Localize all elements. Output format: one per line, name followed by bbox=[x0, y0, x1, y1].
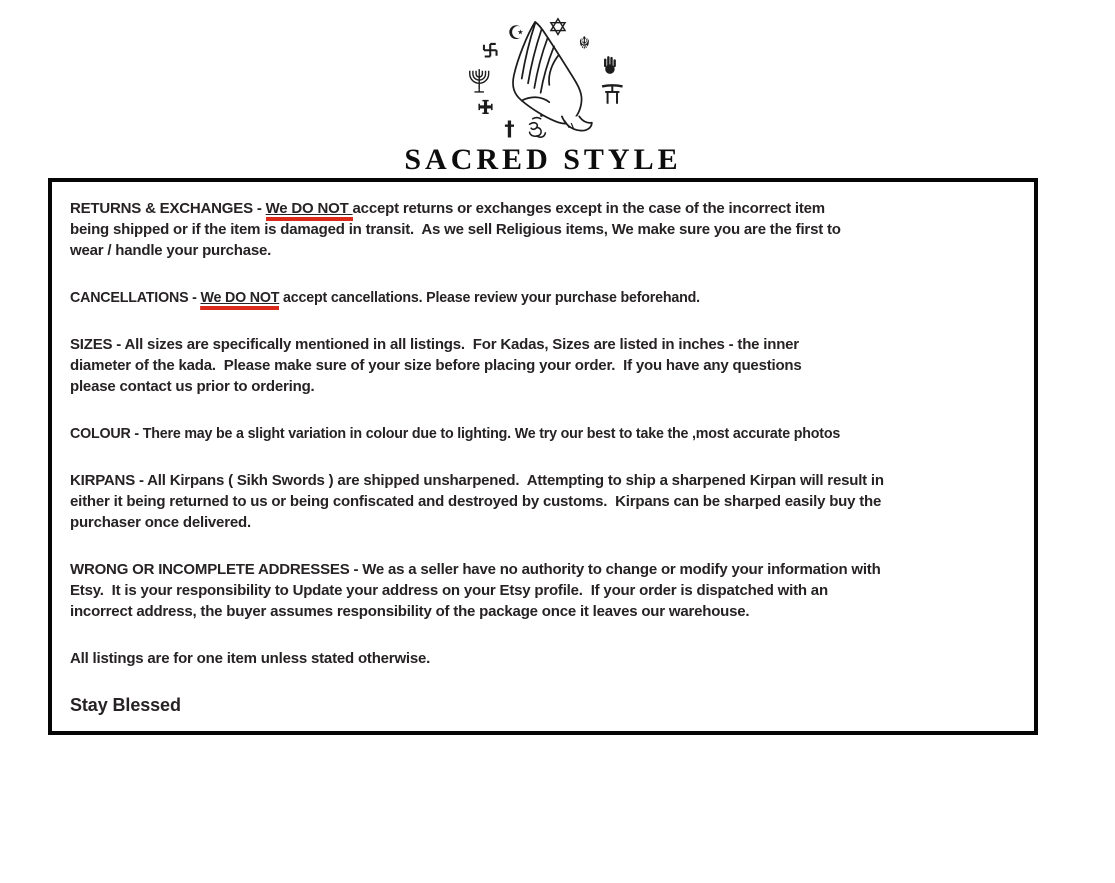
swastika-icon bbox=[484, 44, 497, 57]
policy-sizes: SIZES - All sizes are specifically mentioned in all listings. For Kadas, Sizes are listed in inches - the inner diameter of the kada. Please make sure of your size before placing your order. If you have any questions please contact us prior to ordering. bbox=[70, 336, 802, 395]
star-of-david-icon bbox=[551, 19, 565, 35]
policy-cancellations bbox=[70, 287, 969, 308]
policy-box bbox=[48, 178, 1038, 735]
do-not-highlight: We DO NOT bbox=[266, 200, 353, 221]
ahimsa-hand-icon bbox=[605, 57, 614, 74]
policy-returns-exchanges bbox=[70, 198, 1016, 261]
torii-gate-icon bbox=[602, 85, 622, 104]
khanda-icon: ☬ bbox=[578, 33, 591, 53]
policy-addresses: WRONG OR INCOMPLETE ADDRESSES - We as a seller have no authority to change or modify your information with Etsy. It is your responsibility to Update your address on your Etsy profile. If your order is dispatched with an incorrect address, the buyer assumes responsibility of the package once it leaves our warehouse. bbox=[70, 561, 881, 620]
policy-kirpans: KIRPANS - All Kirpans ( Sikh Swords ) are shipped unsharpened. Attempting to ship a sharpened Kirpan will result in either it being returned to us or being confiscated and destroyed by customs. Kirpans can be sharped easily buy the purchaser once delivered. bbox=[70, 472, 884, 531]
latin-cross-icon: † bbox=[504, 116, 515, 140]
cancellations-heading: CANCELLATIONS - bbox=[70, 289, 201, 306]
brand-name: SACRED STYLE bbox=[404, 143, 682, 176]
do-not-highlight: We DO NOT bbox=[200, 289, 279, 310]
returns-text: accept returns or exchanges except in the case of the incorrect item being shipped or if the item is damaged in transit. As we sell Religious items, We make sure you are the first to wear / handle your purchase. bbox=[70, 200, 841, 259]
crescent-and-star-icon: ☪ bbox=[507, 22, 525, 45]
cancellations-text: accept cancellations. Please review your purchase beforehand. bbox=[279, 289, 700, 306]
policy-single-item: All listings are for one item unless stated otherwise. bbox=[70, 650, 431, 667]
menorah-icon bbox=[470, 69, 489, 92]
praying-hands-icon bbox=[458, 14, 628, 140]
returns-heading: RETURNS & EXCHANGES - bbox=[70, 200, 266, 217]
om-icon bbox=[530, 114, 546, 137]
brand-header bbox=[48, 14, 1038, 175]
signoff: Stay Blessed bbox=[70, 695, 181, 715]
praying-hands-logo bbox=[458, 14, 628, 140]
cross-potent-icon bbox=[479, 101, 492, 114]
policy-colour: COLOUR - There may be a slight variation in colour due to lighting. We try our best to take the ,most accurate photos bbox=[70, 425, 841, 442]
